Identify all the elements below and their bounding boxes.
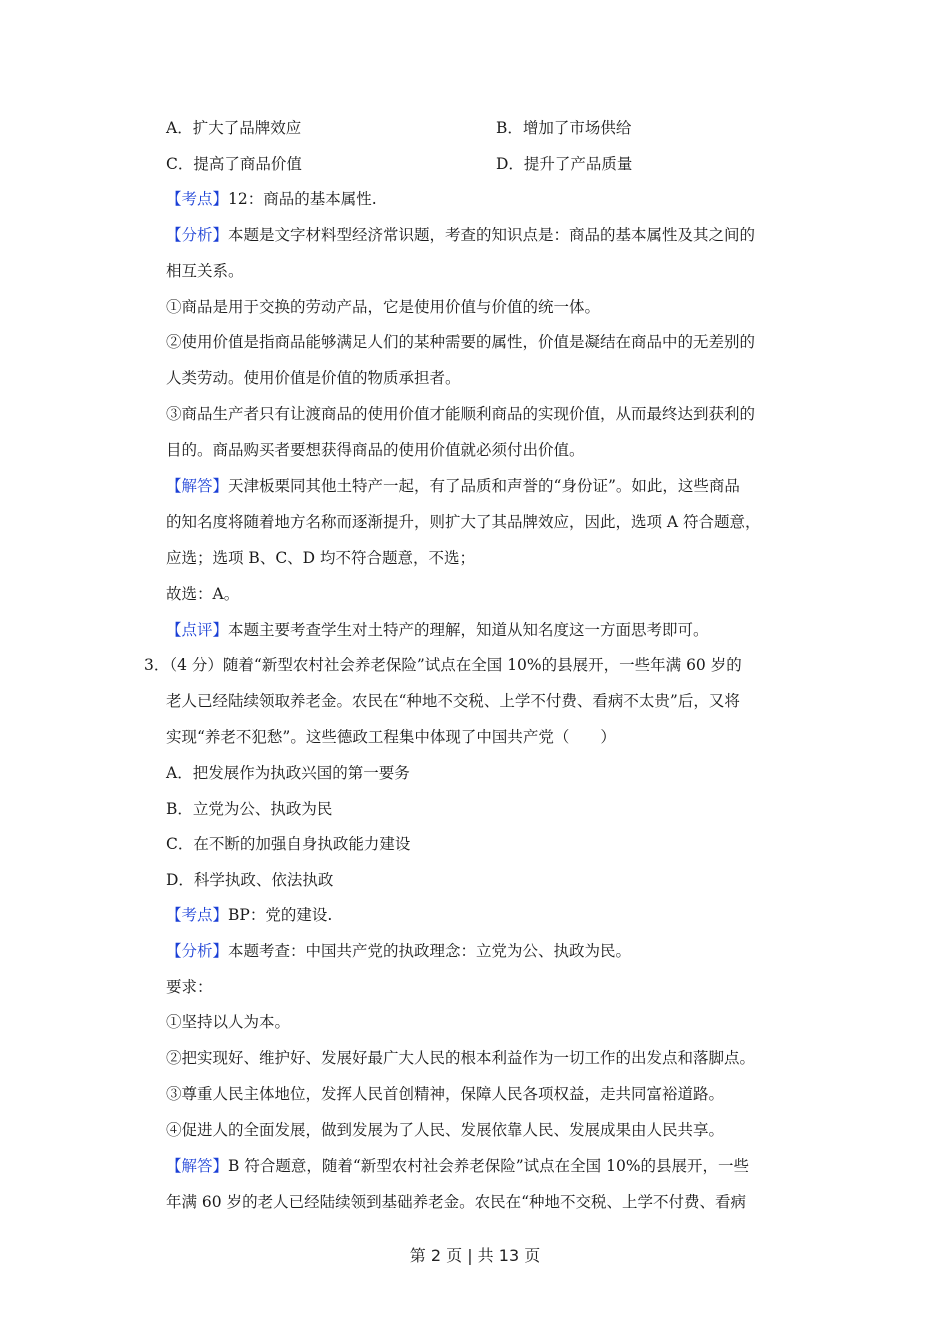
q3-stem-line-2: 老人已经陆续领取养老金。农民在“种地不交税、上学不付费、看病不太贵”后，又将 (166, 692, 740, 710)
q2-jieda-line-2: 的知名度将随着地方名称而逐渐提升，则扩大了其品牌效应，因此，选项 A 符合题意， (166, 513, 761, 531)
q2-fenxi-point-2-cont: 人类劳动。使用价值是价值的物质承担者。 (166, 369, 461, 387)
dianping-text: 本题主要考查学生对土特产的理解，知道从知名度这一方面思考即可。 (228, 621, 709, 639)
fenxi-text: 本题考查：中国共产党的执政理念：立党为公、执政为民。 (228, 942, 632, 960)
kaodian-text: BP：党的建设. (228, 906, 333, 924)
q2-jieda (166, 476, 740, 496)
jieda-tag: 【解答】 (166, 477, 229, 495)
q3-fenxi-point-3: ③尊重人民主体地位，发挥人民首创精神，保障人民各项权益，走共同富裕道路。 (166, 1085, 725, 1103)
q3-stem (144, 655, 742, 675)
kaodian-tag: 【考点】 (166, 190, 229, 208)
q2-jieda-line-3: 应选；选项 B、C、D 均不符合题意，不选； (166, 549, 476, 567)
q2-option-b: B．增加了市场供给 (496, 119, 632, 137)
dianping-tag: 【点评】 (166, 621, 229, 639)
q2-option-c: C．提高了商品价值 (166, 155, 302, 173)
page-footer: 第 2 页 | 共 13 页 (409, 1246, 541, 1265)
q2-fenxi-point-3: ③商品生产者只有让渡商品的使用价值才能顺利商品的实现价值，从而最终达到获利的 (166, 405, 756, 423)
q3-option-a: A．把发展作为执政兴国的第一要务 (166, 764, 410, 782)
q2-fenxi-point-1: ①商品是用于交换的劳动产品，它是使用价值与价值的统一体。 (166, 298, 601, 316)
q3-fenxi-point-4: ④促进人的全面发展，做到发展为了人民、发展依靠人民、发展成果由人民共享。 (166, 1121, 725, 1139)
fenxi-text: 本题是文字材料型经济常识题，考查的知识点是：商品的基本属性及其之间的 (228, 226, 756, 244)
q2-kaodian (166, 189, 377, 209)
jieda-text: B 符合题意，随着“新型农村社会养老保险”试点在全国 10%的县展开，一些 (228, 1157, 750, 1175)
q3-option-c: C．在不断的加强自身执政能力建设 (166, 835, 411, 853)
jieda-text: 天津板栗同其他土特产一起，有了品质和声誉的“身份证”。如此，这些商品 (228, 477, 740, 495)
q3-fenxi (166, 941, 631, 961)
q3-stem-line-1: （4 分）随着“新型农村社会养老保险”试点在全国 10%的县展开，一些年满 60 岁的 (169, 656, 742, 674)
q3-option-d: D．科学执政、依法执政 (166, 871, 334, 889)
q3-fenxi-yaoqiu: 要求： (166, 978, 213, 996)
fenxi-tag: 【分析】 (166, 226, 229, 244)
q2-fenxi-cont: 相互关系。 (166, 262, 244, 280)
q2-jieda-answer: 故选：A。 (166, 585, 240, 603)
q3-kaodian (166, 905, 332, 925)
q2-fenxi-point-2: ②使用价值是指商品能够满足人们的某种需要的属性，价值是凝结在商品中的无差别的 (166, 333, 756, 351)
q3-option-b: B．立党为公、执政为民 (166, 800, 333, 818)
q3-fenxi-point-1: ①坚持以人为本。 (166, 1013, 291, 1031)
q3-fenxi-point-2: ②把实现好、维护好、发展好最广大人民的根本利益作为一切工作的出发点和落脚点。 (166, 1049, 756, 1067)
q3-jieda (166, 1156, 749, 1176)
q2-fenxi (166, 225, 755, 245)
q2-dianping (166, 620, 709, 640)
q3-jieda-line-2: 年满 60 岁的老人已经陆续领到基础养老金。农民在“种地不交税、上学不付费、看病 (166, 1193, 747, 1211)
kaodian-tag: 【考点】 (166, 906, 229, 924)
q3-number: 3． (144, 656, 170, 674)
q2-fenxi-point-3-cont: 目的。商品购买者要想获得商品的使用价值就必须付出价值。 (166, 441, 585, 459)
q2-option-a: A．扩大了品牌效应 (166, 119, 302, 137)
jieda-tag: 【解答】 (166, 1157, 229, 1175)
q2-option-d: D．提升了产品质量 (496, 155, 633, 173)
q3-stem-line-3: 实现“养老不犯愁”。这些德政工程集中体现了中国共产党（ ） (166, 728, 616, 746)
fenxi-tag: 【分析】 (166, 942, 229, 960)
kaodian-text: 12：商品的基本属性. (228, 190, 377, 208)
